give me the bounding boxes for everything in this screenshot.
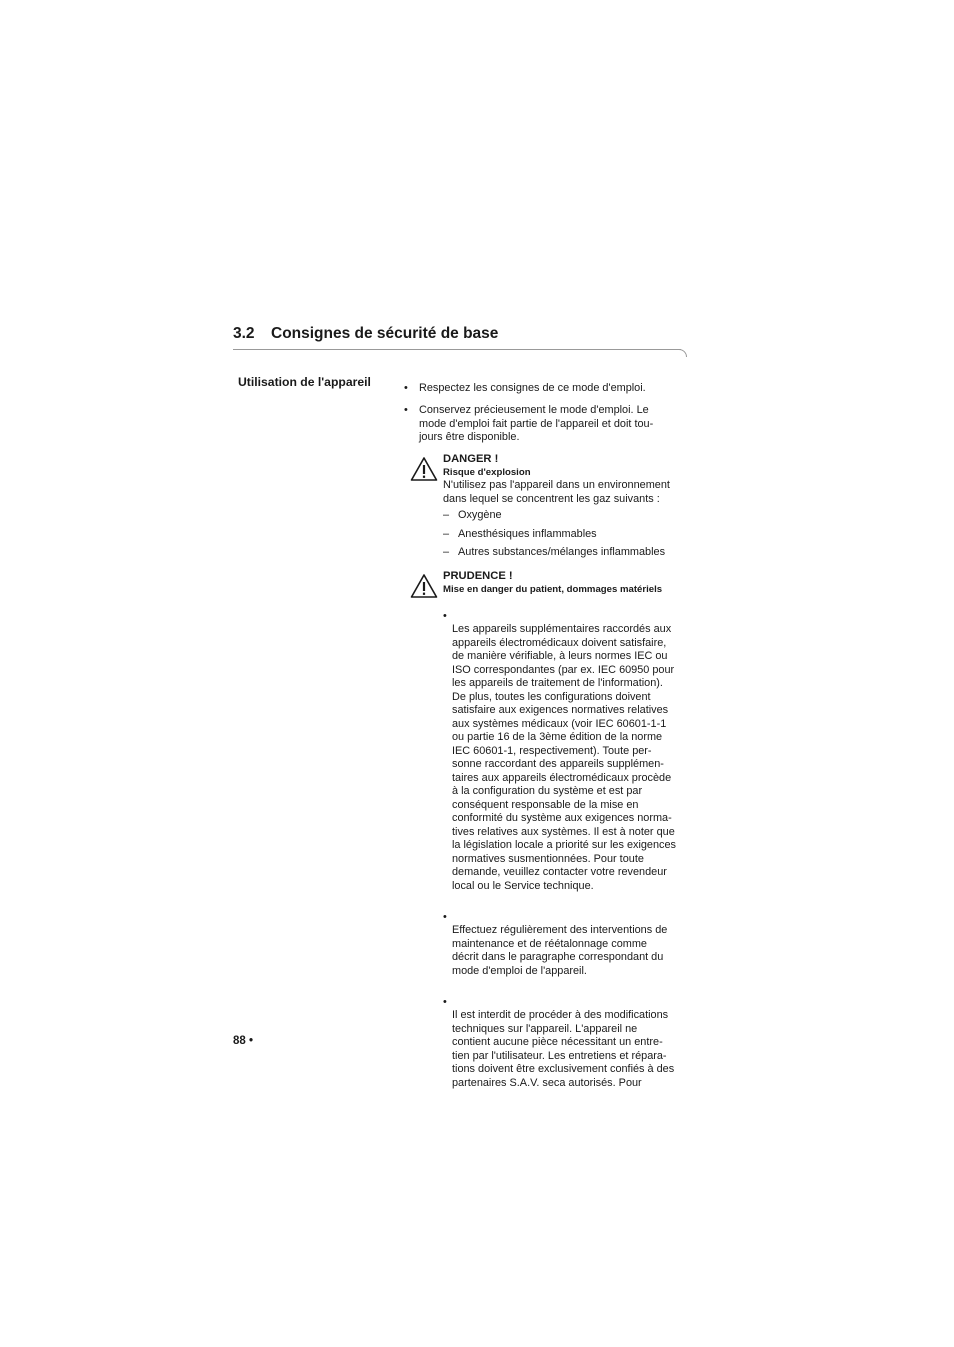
danger-signal-word: DANGER !	[443, 453, 499, 465]
bullet-marker: •	[404, 404, 408, 416]
section-number: 3.2	[233, 325, 255, 342]
danger-notice	[443, 452, 695, 560]
bullet-text: Conservez précieusement le mode d'emploi. Le mode d'emploi fait partie de l'appareil et doit tou- jours être disponible.	[419, 404, 654, 443]
bullet-text: Effectuez régulièrement des interventions de maintenance et de réétalonnage comme décrit dans le paragraphe correspondant du mode d'emploi de l'appareil.	[452, 924, 668, 977]
dash-item-text: Autres substances/mélanges inflammables	[458, 546, 666, 558]
list-item	[443, 596, 695, 893]
bullet-marker: •	[443, 609, 447, 622]
prudence-notice	[443, 569, 695, 1090]
prudence-signal-word: PRUDENCE !	[443, 570, 513, 582]
bullet-text: Respectez les consignes de ce mode d'emploi.	[419, 382, 646, 394]
danger-subtitle: Risque d'explosion	[443, 467, 531, 478]
dash-marker: –	[443, 527, 450, 540]
section-divider-corner	[679, 349, 687, 357]
list-item	[443, 982, 695, 1090]
dash-marker: –	[443, 546, 450, 558]
danger-text: N'utilisez pas l'appareil dans un environnement dans lequel se concentrent les gaz suivants :	[443, 479, 670, 505]
section-title	[233, 325, 498, 343]
dash-marker: –	[443, 509, 450, 521]
side-heading: Utilisation de l'appareil	[238, 375, 371, 389]
list-item	[443, 897, 695, 978]
list-item	[443, 528, 695, 542]
section-title-text: Consignes de sécurité de base	[271, 325, 499, 342]
prudence-subtitle: Mise en danger du patient, dommages matériels	[443, 584, 663, 595]
list-item	[443, 509, 695, 523]
dash-item-text: Oxygène	[458, 509, 502, 521]
bullet-text: Il est interdit de procéder à des modifications techniques sur l'appareil. L'appareil ne contient aucune pièce nécessitant un entre- tien par l'utilisateur. Les entretiens et répara- tions doivent être exclusivement confiés à des partenaires S.A.V. seca autorisés. Pour	[452, 1009, 675, 1089]
warning-triangle-icon	[410, 573, 438, 599]
bullet-marker: •	[443, 910, 447, 923]
section-divider	[233, 349, 681, 350]
warning-triangle-icon	[410, 456, 438, 482]
dash-item-text: Anesthésiques inflammables	[458, 527, 597, 540]
bullet-marker: •	[404, 382, 408, 394]
bullet-text: Les appareils supplémentaires raccordés aux appareils électromédicaux doivent satisfaire, de manière vérifiable, à leurs normes IEC ou ISO correspondantes (par ex. IEC 60950 pour les appareils de traitement de l'information). De plus, toutes les configurations doivent satisfaire aux exigences normatives relatives aux systèmes médicaux (voir IEC 60601-1-1 ou partie 16 de la 3ème édition de la norme IEC 60601-1, respectivement). Toute per- sonne raccordant des appareils supplémen- taires aux appareils électromédicaux procède à la configuration du système et est par conséquent responsable de la mise en conformité du système aux exigences norma- tives relatives aux systèmes. Il est à noter que la législation locale a priorité sur les exigences normatives susmentionnées. Pour toute demande, veuillez contacter votre revendeur local ou le Service technique.	[452, 623, 676, 892]
page-number: 88 •	[233, 1035, 254, 1047]
bullet-marker: •	[443, 995, 447, 1008]
list-item	[443, 546, 695, 560]
